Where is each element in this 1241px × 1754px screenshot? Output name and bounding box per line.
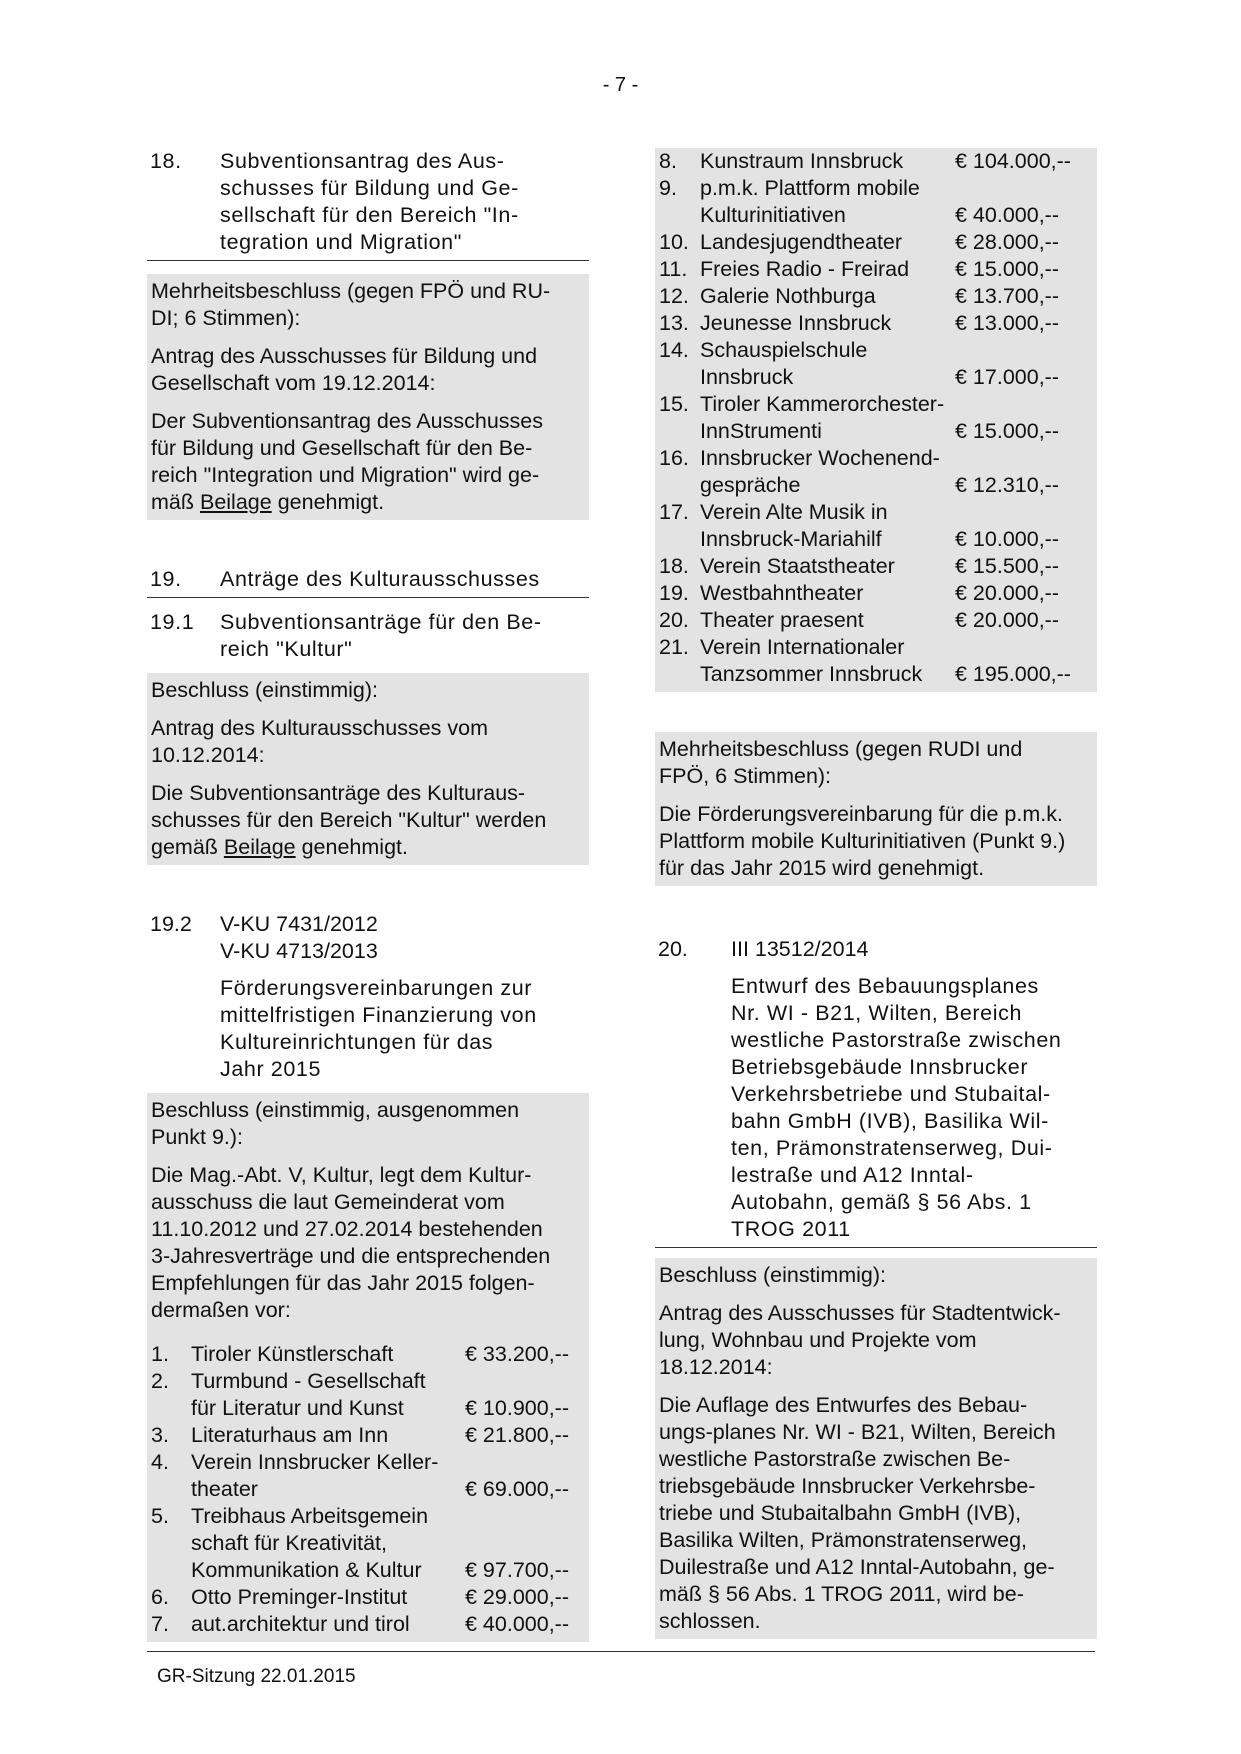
item-number: 19.2 [150,912,192,936]
list-item-number: 14. [659,338,689,362]
title-line: tegration und Migration" [220,230,462,254]
funding-list-item [659,310,1093,337]
list-item-name-line: Schauspielschule [700,338,868,362]
list-item-amount: € 40.000,-- [955,203,1059,227]
list-item-number: 16. [659,446,689,470]
reference-number: V-KU 4713/2013 [220,939,378,963]
list-item-amount: € 10.900,-- [465,1396,569,1420]
list-item-name [191,1341,465,1368]
list-item-name [191,1449,465,1503]
title-line: Jahr 2015 [220,1057,322,1081]
funding-list-item [659,634,1093,688]
list-item-name [191,1584,465,1611]
list-item-number: 15. [659,392,689,416]
list-item-name [191,1422,465,1449]
funding-list-left [151,1341,585,1638]
list-item-name-line: Otto Preminger-Institut [191,1585,408,1609]
funding-list-continued [655,148,1097,692]
funding-list-item [151,1611,585,1638]
reference-number: V-KU 7431/2012 [220,912,378,936]
list-item-amount: € 97.700,-- [465,1558,569,1582]
funding-list-item [659,607,1093,634]
list-item-name-line: schaft für Kreativität, [191,1531,387,1555]
item-18-heading [147,148,589,256]
list-item-amount: € 29.000,-- [465,1585,569,1609]
list-item-name-line: Tanzsommer Innsbruck [700,662,923,686]
list-item-name [700,499,955,553]
list-item-number: 17. [659,500,689,524]
list-item-name [191,1611,465,1638]
list-item-amount: € 69.000,-- [465,1477,569,1501]
list-item-name [700,607,955,634]
list-item-name-line: InnStrumenti [700,419,822,443]
list-item-name-line: für Literatur und Kunst [191,1396,404,1420]
item-20-resolution [655,1258,1097,1639]
funding-list-item [659,580,1093,607]
title-line: Subventionsanträge für den Be- [220,610,542,634]
funding-list-item [659,337,1093,391]
list-item-name-line: Landesjugendtheater [700,230,903,254]
list-item-name [700,553,955,580]
funding-list-item [659,553,1093,580]
list-item-name-line: gespräche [700,473,801,497]
item-refs [220,911,589,1083]
list-item-name-line: Kunstraum Innsbruck [700,149,904,173]
title-line: lestraße und A12 Inntal- [731,1163,974,1187]
item-title [731,973,1097,1243]
list-item-name-line: Verein Alte Musik in [700,500,888,524]
divider [147,260,589,261]
list-item-amount: € 13.700,-- [955,284,1059,308]
motion: Antrag des Ausschusses für Stadtentwick- lung, Wohnbau und Projekte vom 18.12.2014: [659,1301,1061,1379]
item-title: Anträge des Kulturausschusses [220,567,540,591]
footer-text: GR-Sitzung 22.01.2015 [157,1666,356,1687]
list-item-amount: € 13.000,-- [955,311,1059,335]
item-20-heading [655,936,1097,1243]
list-item-name-line: Kulturinitiativen [700,203,846,227]
list-item-name [700,445,955,499]
list-item-name-line: p.m.k. Plattform mobile [700,176,920,200]
decision: Mehrheitsbeschluss (gegen FPÖ und RU- DI; 6 Stimmen): [151,279,551,330]
list-item-amount: € 21.800,-- [465,1423,569,1447]
list-item-name-line: Galerie Nothburga [700,284,876,308]
item-19-heading [147,566,589,593]
list-item-number: 12. [659,284,689,308]
list-item-number: 11. [659,257,688,281]
title-line: Nr. WI - B21, Wilten, Bereich [731,1001,1022,1025]
list-item-amount: € 15.500,-- [955,554,1059,578]
funding-list-item [659,391,1093,445]
list-item-name [191,1368,465,1422]
funding-list-right [659,148,1093,688]
list-item-amount: € 15.000,-- [955,257,1059,281]
list-item-amount: € 33.200,-- [465,1342,569,1366]
list-item-name [700,337,955,391]
item-number: 18. [150,149,182,173]
list-item-amount: € 20.000,-- [955,581,1059,605]
title-line: reich "Kultur" [220,637,353,661]
list-item-name-line: Tiroler Kammerorchester- [700,392,945,416]
left-column [147,148,589,1642]
list-item-number: 20. [659,608,689,632]
list-item-name-line: aut.architektur und tirol [191,1612,410,1636]
funding-list-item [659,283,1093,310]
list-item-number: 4. [151,1450,169,1474]
list-item-name-line: Theater praesent [700,608,864,632]
funding-list-item [659,229,1093,256]
list-item-amount: € 15.000,-- [955,419,1059,443]
title-line: Subventionsantrag des Aus- [220,149,505,173]
item-number: 20. [658,937,688,961]
title-line: Betriebsgebäude Innsbrucker [731,1055,1029,1079]
title-line: ten, Prämonstratenserweg, Dui- [731,1136,1053,1160]
item-19-2-resolution [147,1093,589,1642]
list-item-number: 7. [151,1612,169,1636]
list-item-name [700,229,955,256]
funding-list-item [151,1368,585,1422]
funding-list-item [151,1341,585,1368]
title-line: Autobahn, gemäß § 56 Abs. 1 [731,1190,1032,1214]
list-item-number: 1. [151,1342,169,1366]
item-number: 19. [150,567,182,591]
funding-list-item [151,1449,585,1503]
list-item-name-line: Freies Radio - Freirad [700,257,910,281]
item-number: 19.1 [150,610,195,634]
title-line: Verkehrsbetriebe und Stubaital- [731,1082,1051,1106]
resolution-text: Der Subventionsantrag des Ausschusses für Bildung und Gesellschaft für den Be- reich "Integration und Migration" wird ge- mäß Beilage genehmigt. [151,409,544,514]
item-18-resolution [147,274,589,520]
decision: Beschluss (einstimmig): [151,678,378,702]
funding-list-item [659,256,1093,283]
list-item-name [700,634,955,688]
list-item-number: 3. [151,1423,169,1447]
list-item-name-line: Westbahntheater [700,581,864,605]
list-item-number: 8. [659,149,677,173]
list-item-name [700,148,955,175]
decision: Beschluss (einstimmig): [659,1263,886,1287]
title-line: schusses für Bildung und Ge- [220,176,519,200]
beilage-link[interactable]: Beilage [223,835,296,859]
title-line: TROG 2011 [731,1217,851,1241]
item-19-1-resolution [147,673,589,865]
page-number: - 7 - [602,74,639,96]
motion: Antrag des Ausschusses für Bildung und Gesellschaft vom 19.12.2014: [151,344,538,395]
list-item-number: 18. [659,554,689,578]
list-item-number: 19. [659,581,689,605]
decision: Beschluss (einstimmig, ausgenommen Punkt 9.): [151,1098,520,1149]
item-title [220,609,589,663]
list-item-name [700,391,955,445]
item-title [220,148,589,256]
list-item-name-line: Verein Innsbrucker Keller- [191,1450,439,1474]
list-item-amount: € 104.000,-- [955,149,1071,173]
funding-list-item [151,1584,585,1611]
list-item-number: 6. [151,1585,169,1609]
title-line: sellschaft für den Bereich "In- [220,203,519,227]
list-item-amount: € 10.000,-- [955,527,1059,551]
list-item-name [700,310,955,337]
list-item-name-line: Literaturhaus am Inn [191,1423,389,1447]
list-item-name-line: Verein Staatstheater [700,554,895,578]
majority-text: Die Förderungsvereinbarung für die p.m.k. Plattform mobile Kulturinitiativen (Punkt 9.) für das Jahr 2015 wird genehmigt. [659,802,1066,880]
footer-divider [147,1651,1095,1652]
list-item-amount: € 28.000,-- [955,230,1059,254]
item-ref-and-title [731,936,1097,1243]
list-item-name [700,256,955,283]
list-item-number: 10. [659,230,689,254]
list-item-name-line: Kommunikation & Kultur [191,1558,422,1582]
right-column [655,148,1097,1639]
list-item-amount: € 20.000,-- [955,608,1059,632]
majority-decision: Mehrheitsbeschluss (gegen RUDI und FPÖ, 6 Stimmen): [659,737,1023,788]
list-item-name-line: theater [191,1477,258,1501]
list-item-name [191,1503,465,1584]
list-item-number: 5. [151,1504,169,1528]
list-item-number: 2. [151,1369,169,1393]
list-item-name-line: Innsbruck [700,365,794,389]
funding-list-item [151,1422,585,1449]
title-line: Entwurf des Bebauungsplanes [731,974,1039,998]
resolution-text: Die Mag.-Abt. V, Kultur, legt dem Kultur- ausschuss die laut Gemeinderat vom 11.10.2012 und 27.02.2014 bestehenden 3-Jahresverträge und die entsprechenden Empfehlungen für das Jahr 2015 folgen- dermaßen vor: [151,1163,551,1322]
divider [655,1247,1097,1248]
list-item-amount: € 40.000,-- [465,1612,569,1636]
title-line: bahn GmbH (IVB), Basilika Wil- [731,1109,1049,1133]
list-item-name-line: Innsbrucker Wochenend- [700,446,940,470]
title-line: mittelfristigen Finanzierung von [220,1003,537,1027]
funding-list-item [659,175,1093,229]
funding-list-item [659,445,1093,499]
title-line: westliche Pastorstraße zwischen [731,1028,1062,1052]
reference-number: III 13512/2014 [731,937,869,961]
title-line: Förderungsvereinbarungen zur [220,976,533,1000]
list-item-name-line: Jeunesse Innsbruck [700,311,892,335]
list-item-number: 13. [659,311,689,335]
list-item-name-line: Tiroler Künstlerschaft [191,1342,394,1366]
list-item-amount: € 12.310,-- [955,473,1059,497]
list-item-number: 9. [659,176,677,200]
motion: Antrag des Kulturausschusses vom 10.12.2014: [151,716,488,767]
item-19-2-majority-resolution [655,732,1097,886]
list-item-amount: € 17.000,-- [955,365,1059,389]
list-item-amount: € 195.000,-- [955,662,1071,686]
list-item-name-line: Turmbund - Gesellschaft [191,1369,426,1393]
list-item-name [700,580,955,607]
divider [147,597,589,598]
item-title [220,975,589,1083]
funding-list-item [659,499,1093,553]
list-item-name-line: Treibhaus Arbeitsgemein [191,1504,429,1528]
item-19-1-heading [147,609,589,663]
funding-list-item [151,1503,585,1584]
beilage-link[interactable]: Beilage [199,490,272,514]
list-item-number: 21. [659,635,689,659]
resolution-text: Die Auflage des Entwurfes des Bebau- ungs-planes Nr. WI - B21, Wilten, Bereich westliche Pastorstraße zwischen Be- triebsgebäude Innsbrucker Verkehrsbe- triebe und Stubaitalbahn GmbH (IVB), Basilika Wilten, Prämonstratenserweg, Duilestraße und A12 Inntal-Autobahn, ge- mäß § 56 Abs. 1 TROG 2011, wird be- schlossen. [659,1393,1056,1633]
item-19-2-heading [147,911,589,1083]
funding-list-item [659,148,1093,175]
list-item-name-line: Verein Internationaler [700,635,905,659]
list-item-name [700,283,955,310]
title-line: Kultureinrichtungen für das [220,1030,494,1054]
list-item-name [700,175,955,229]
list-item-name-line: Innsbruck-Mariahilf [700,527,882,551]
resolution-text: Die Subventionsanträge des Kulturaus- schusses für den Bereich "Kultur" werden gemäß Beilage genehmigt. [151,781,547,859]
